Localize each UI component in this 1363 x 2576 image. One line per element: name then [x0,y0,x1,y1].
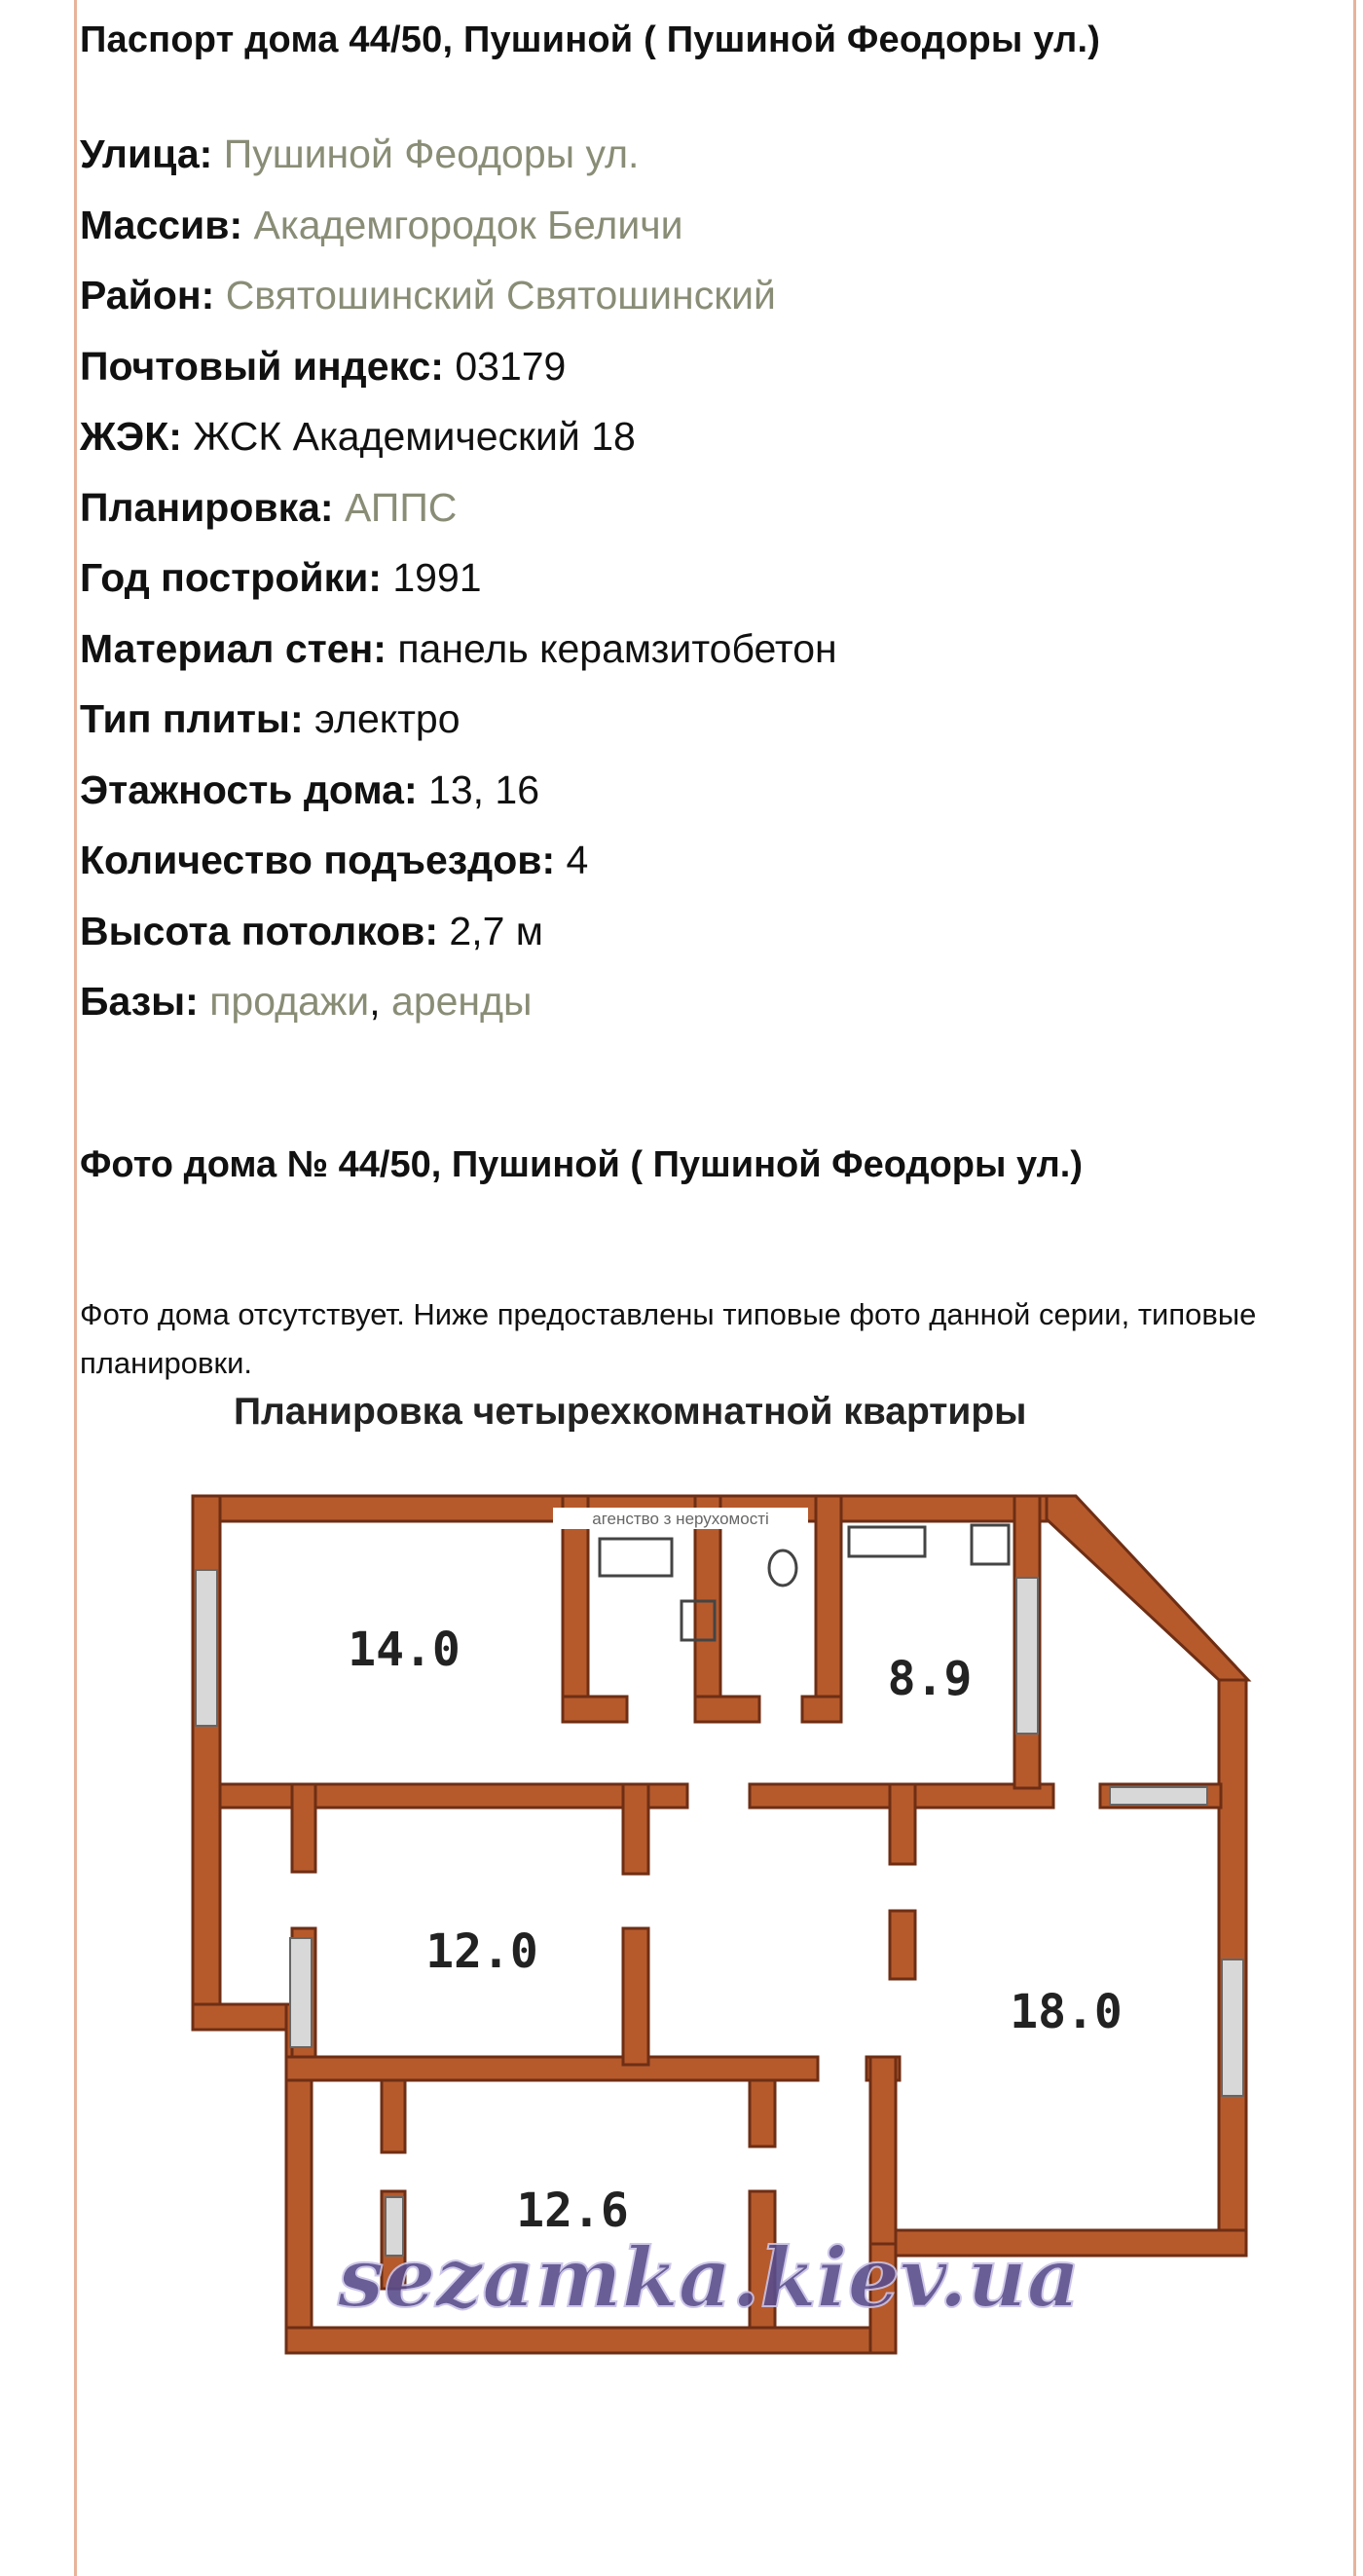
window-kitchen [1016,1578,1038,1734]
page-title: Паспорт дома 44/50, Пушиной ( Пушиной Феодоры ул.) [80,19,1101,60]
field-label: Год постройки: [80,555,382,600]
wall-v-stub-e [890,1911,915,1979]
street-link[interactable]: Пушиной Феодоры ул. [223,131,640,176]
wall-v-room18-left [870,2057,896,2244]
wall-v-bath-mid [695,1496,720,1722]
outer-wall-bottom [286,2328,892,2353]
room-area-label: 12.6 [516,2184,629,2238]
entrances-value: 4 [566,838,589,882]
bases-separator: , [369,979,381,1024]
wall-v-kitchen-left [816,1496,841,1722]
watermark-logo: sezamka.kiev.ua [337,2229,1081,2326]
wall-v-stub-d [890,1784,915,1864]
room-area-label: 14.0 [348,1623,460,1677]
toilet-icon [769,1550,796,1586]
wall-material-value: панель керамзитобетон [397,625,837,671]
housing-office-value: ЖСК Академический 18 [193,414,636,459]
sale-link[interactable]: продажи [209,979,370,1024]
layout-link[interactable]: АППС [344,484,458,530]
wall-v-stub-a [292,1784,315,1872]
agency-label: агенство з нерухомості [592,1510,769,1528]
photo-missing-note: Фото дома отсутствует. Ниже предоставлены типовые фото данной серии, типовые планировки. [80,1297,1257,1380]
postal-code-value: 03179 [455,343,567,389]
wall-h-4 [286,2057,818,2080]
floors-value: 13, 16 [428,766,540,812]
wall-v-bath-left [563,1496,588,1722]
floor-plan-title: Планировка четырехкомнатной квартиры [234,1391,1027,1433]
ceiling-height-value: 2,7 м [449,908,543,953]
stove-type-value: электро [314,696,460,741]
wall-h-1 [220,1784,687,1808]
district-link[interactable]: Святошинский Святошинский [225,273,776,317]
bathtub-icon [600,1539,672,1576]
wall-stub-2 [695,1697,759,1722]
wall-v-room12 [623,1928,648,2065]
kitchen-sink-icon [849,1527,925,1556]
wall-stub-3 [802,1697,841,1722]
massif-link[interactable]: Академгородок Беличи [253,202,683,247]
rent-link[interactable]: аренды [391,979,533,1024]
field-label: ЖЭК: [80,414,182,459]
photo-section-title: Фото дома № 44/50, Пушиной ( Пушиной Феодоры ул.) [80,1144,1083,1185]
window-balcony [1110,1787,1207,1805]
window-room14 [196,1570,217,1726]
room-area-label: 8.9 [887,1652,973,1706]
year-built-value: 1991 [392,555,482,600]
field-label: Почтовый индекс: [80,343,444,389]
window-room18 [1222,1960,1243,2096]
room-area-label: 18.0 [1010,1985,1123,2039]
wall-stub-1 [563,1697,627,1722]
wall-v-stub-g [750,2080,775,2147]
outer-wall-diagonal [1047,1496,1248,1680]
wall-v-stub-f [382,2080,405,2152]
field-label: Район: [80,273,215,317]
stove-icon [972,1525,1009,1564]
room-area-label: 12.0 [425,1924,538,1979]
field-label: Массив: [80,202,243,247]
field-label: Тип плиты: [80,696,304,741]
window-room12 [290,1938,312,2047]
plan-fixtures [600,1525,1009,1640]
field-label: Этажность дома: [80,766,418,812]
field-label: Высота потолков: [80,908,438,953]
field-label: Базы: [80,979,199,1024]
wall-v-stub-c [623,1784,648,1874]
field-label: Материал стен: [80,625,387,671]
field-label: Количество подъездов: [80,838,556,882]
field-label: Планировка: [80,484,334,530]
field-label: Улица: [80,131,213,176]
